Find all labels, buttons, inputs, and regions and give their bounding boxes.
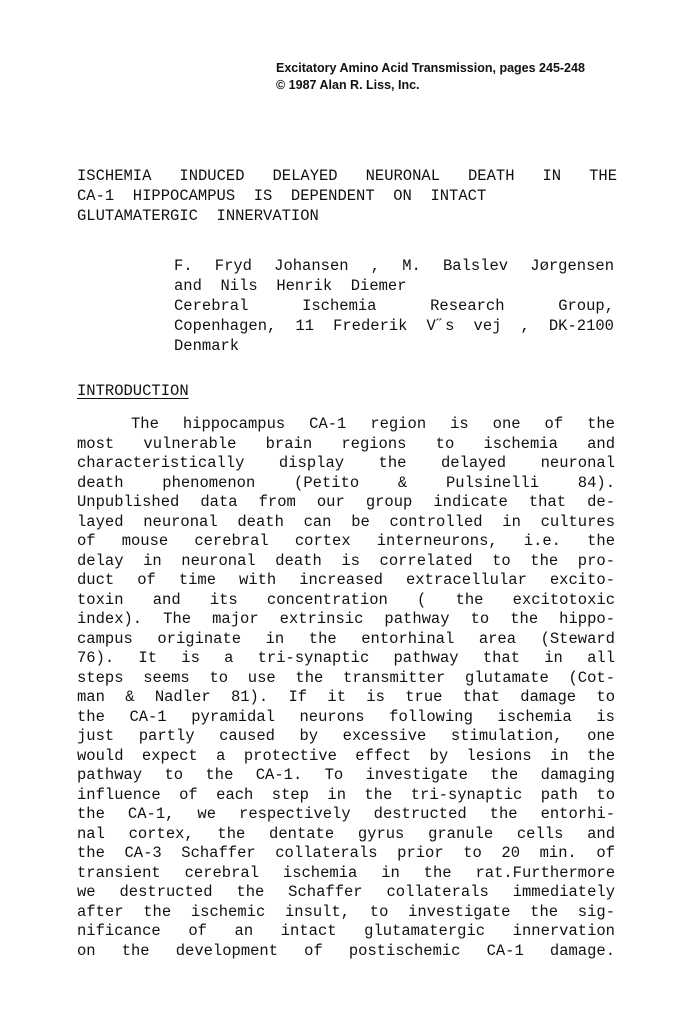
body-line: The hippocampus CA-1 region is one of the [131,415,615,433]
author-line: F. Fryd Johansen , M. Balslev Jørgensen [174,257,614,275]
title-line: GLUTAMATERGIC INNERVATION [77,207,319,225]
body-line: after the ischemic insult, to investigate the sig- [77,902,615,921]
body-line: pathway to the CA-1. To investigate the damaging [77,766,615,784]
body-line: the CA-1, we respectively destructed the entorhi- [77,805,615,823]
body-line: most vulnerable brain regions to ischemia and [77,434,615,453]
body-line: index). The major extrinsic pathway to the hippo- [77,610,615,628]
section-heading: INTRODUCTION [77,382,189,400]
body-line: Unpublished data from our group indicate that de- [77,493,615,511]
body-line: nal cortex, the dentate gyrus granule cells and [77,824,615,843]
body-line: would expect a protective effect by lesions in the [77,746,615,765]
body-line: characteristically display the delayed neuronal [77,454,615,472]
body-line: influence of each step in the tri-synaptic path to [77,785,615,804]
body-line: just partly caused by excessive stimulation, one [77,727,615,745]
affiliation-line: Denmark [174,337,240,355]
title-line: ISCHEMIA INDUCED DELAYED NEURONAL DEATH IN THE [77,167,617,185]
affiliation-line: Copenhagen, 11 Frederik V˝s vej , DK-2100 [174,317,614,335]
author-block [174,256,614,356]
affiliation-line: Cerebral Ischemia Research Group, [174,297,614,315]
body-line: toxin and its concentration ( the excitotoxic [77,590,615,609]
body-line: campus originate in the entorhinal area (Steward [77,629,615,648]
introduction-body [77,415,615,961]
body-line: layed neuronal death can be controlled in cultures [77,512,615,531]
body-line: delay in neuronal death is correlated to the pro- [77,551,615,570]
source-line: Excitatory Amino Acid Transmission, pages 245-248 [276,61,585,75]
body-line: duct of time with increased extracellular excito- [77,571,615,589]
body-line: the CA-1 pyramidal neurons following ischemia is [77,707,615,726]
paper-title [77,166,617,226]
body-line: death phenomenon (Petito & Pulsinelli 84). [77,473,615,492]
body-line: we destructed the Schaffer collaterals immediately [77,883,615,901]
body-line: man & Nadler 81). If it is true that damage to [77,688,615,706]
body-line: 76). It is a tri-synaptic pathway that in all [77,649,615,667]
body-line: of mouse cerebral cortex interneurons, i.e. the [77,532,615,550]
body-line: transient cerebral ischemia in the rat.Furthermore [77,863,615,882]
copyright-line: © 1987 Alan R. Liss, Inc. [276,78,420,92]
author-line: and Nils Henrik Diemer [174,277,407,295]
title-line: CA-1 HIPPOCAMPUS IS DEPENDENT ON INTACT [77,187,487,205]
body-line: the CA-3 Schaffer collaterals prior to 20 min. of [77,844,615,862]
publication-header [276,60,585,94]
body-line: steps seems to use the transmitter glutamate (Cot- [77,668,615,687]
body-line: on the development of postischemic CA-1 damage. [77,941,615,960]
body-line: nificance of an intact glutamatergic innervation [77,922,615,940]
